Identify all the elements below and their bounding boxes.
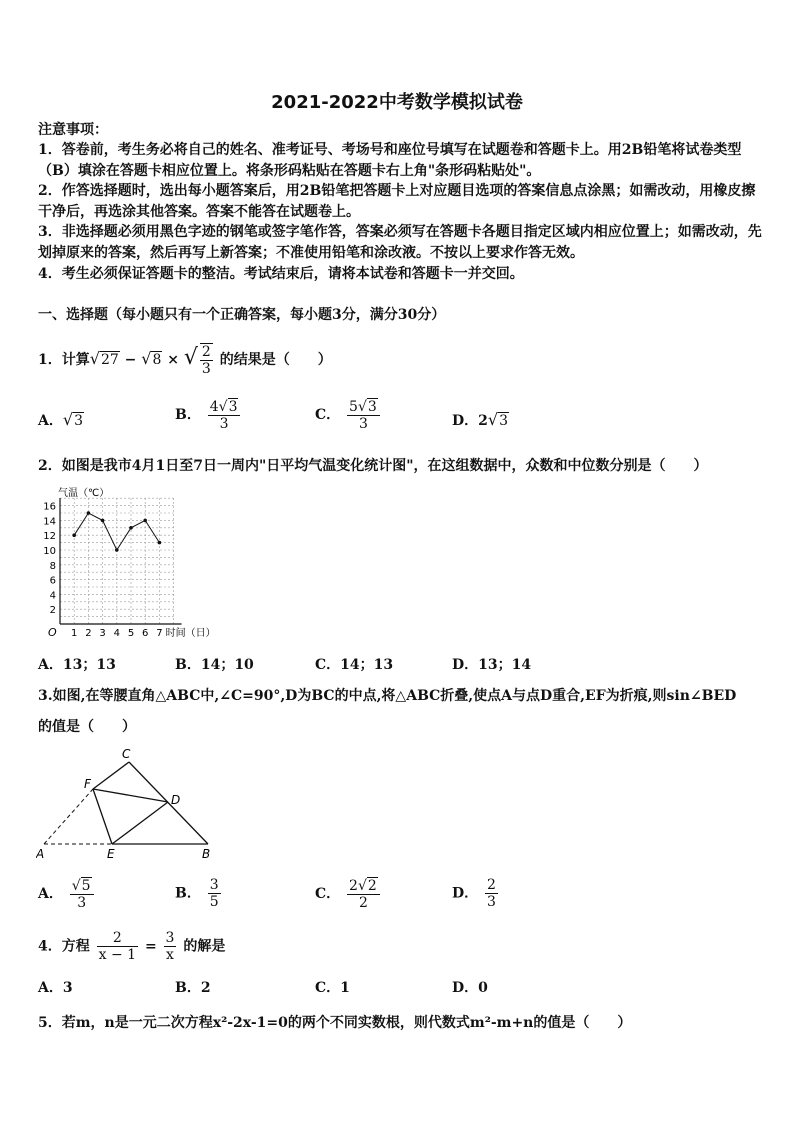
q3-option-c[interactable]: C． $\frac{2√2}{2}$ (315, 877, 382, 911)
segment-bc (129, 762, 208, 844)
q4-equals: = (144, 938, 157, 955)
option-label: B． (175, 885, 201, 902)
q1-option-b[interactable]: B． $\frac{4√3}{3}$ (175, 398, 242, 432)
label-f: F (84, 777, 91, 791)
notice-line: 划掉原来的答案，然后再写上新答案；不准使用铅笔和涂改液。不按以上要求作答无效。 (38, 245, 584, 261)
option-label: D．2 (452, 413, 488, 429)
q1-frac-num: 2 (201, 344, 211, 360)
chart-data-point (143, 519, 147, 523)
chart-data-point (72, 533, 76, 537)
q1-prefix: 1．计算 (38, 352, 90, 368)
option-radicand: 3 (228, 399, 238, 415)
chart-grid (60, 498, 174, 624)
option-den: 3 (77, 895, 87, 911)
q4-option-c[interactable]: C．1 (315, 980, 350, 996)
q1-times: × (167, 352, 179, 368)
temperature-line-chart (38, 484, 233, 644)
question-2: 2．如图是我市4月1日至7日一周内"日平均气温变化统计图"，在这组数据中，众数和中位数分别是（ ） (38, 458, 708, 474)
chart-y-tick-label: 8 (49, 560, 56, 572)
chart-x-tick-label: 3 (99, 628, 106, 639)
chart-x-tick-label: 1 (71, 628, 78, 639)
q4-frac-den: x (166, 947, 174, 963)
chart-data-point (115, 548, 119, 552)
option-den: 3 (358, 416, 368, 432)
option-num: 2 (487, 877, 496, 893)
chart-data-point (101, 519, 105, 523)
chart-data-point (87, 511, 91, 515)
question-3-line1: 3.如图,在等腰直角△ABC中,∠C=90°,D为BC的中点,将△ABC折叠,使点A与点D重合,EF为折痕,则sin∠BED (38, 688, 737, 704)
q1-option-a[interactable]: A．√3 (38, 410, 83, 429)
option-radicand: 3 (74, 413, 83, 429)
chart-data-point (129, 526, 133, 530)
q2-option-d[interactable]: D．13；14 (452, 657, 532, 673)
notice-line: （B）填涂在答题卡相应位置上。将条形码粘贴在答题卡右上角"条形码粘贴处"。 (38, 163, 541, 179)
label-c: C (122, 747, 131, 761)
chart-y-tick-label: 10 (43, 546, 56, 557)
q4-frac-num: 3 (165, 930, 175, 946)
question-5: 5．若m，n是一元二次方程x²-2x-1=0的两个不同实数根，则代数式m²-m+n的值是（ ） (38, 1015, 632, 1031)
label-e: E (107, 847, 115, 861)
option-radicand: 2 (367, 878, 377, 894)
chart-data-point (158, 541, 162, 545)
option-den: 3 (487, 894, 496, 910)
option-label: A． (38, 413, 63, 429)
q4-frac-num: 2 (97, 930, 138, 947)
question-3-line2: 的值是（ ） (38, 719, 136, 735)
option-radicand: 5 (81, 878, 91, 894)
option-radicand: 3 (367, 399, 377, 415)
q2-option-b[interactable]: B．14；10 (175, 657, 254, 673)
chart-x-tick-label: 4 (113, 628, 120, 639)
q3-option-d[interactable] (452, 877, 500, 910)
chart-y-title: 气温（℃） (58, 488, 110, 499)
segment-ed (112, 802, 168, 844)
notice-line: 3．非选择题必须用黑色字迹的钢笔或签字笔作答，答案必须写在答题卡各题目指定区域内相应位置上；如需改动，先 (38, 224, 762, 240)
q1-radicand: 27 (100, 352, 119, 368)
segment-fe (93, 789, 112, 844)
notice-heading: 注意事项： (38, 122, 108, 138)
notice-line: 1．答卷前，考生务必将自己的姓名、准考证号、考场号和座位号填写在试题卷和答题卡上。用2B铅笔将试卷类型 (38, 142, 742, 158)
question-4 (38, 930, 225, 963)
q1-suffix: 的结果是（ ） (219, 352, 332, 368)
q1-option-c[interactable]: C． $\frac{5√3}{3}$ (315, 398, 382, 432)
q4-option-b[interactable]: B．2 (175, 980, 211, 996)
chart-y-tick-label: 12 (43, 531, 56, 543)
q2-option-a[interactable]: A．13；13 (38, 657, 116, 673)
option-label: C． (315, 407, 341, 423)
notice-line: 4．考生必须保证答题卡的整洁。考试结束后，请将本试卷和答题卡一并交回。 (38, 266, 524, 282)
option-den: 3 (219, 416, 229, 432)
q4-option-d[interactable]: D．0 (452, 980, 488, 996)
chart-y-tick-label: 4 (49, 590, 56, 602)
label-b: B (202, 847, 211, 861)
chart-y-tick-label: 6 (49, 575, 56, 587)
chart-origin-label: O (48, 626, 57, 639)
chart-y-tick-label: 16 (43, 501, 56, 513)
option-coef: 4 (209, 399, 219, 415)
chart-axes (48, 487, 216, 639)
triangle-fold-diagram (36, 744, 212, 864)
q1-radicand: 8 (152, 352, 162, 368)
option-coef: 2 (349, 878, 358, 894)
chart-x-tick-label: 6 (142, 628, 149, 639)
q3-option-b[interactable] (175, 877, 223, 910)
option-label: C． (315, 886, 341, 902)
option-den: 5 (209, 894, 219, 910)
option-num: 3 (209, 877, 219, 893)
option-radicand: 3 (499, 413, 509, 429)
option-den: 2 (358, 895, 368, 911)
q4-option-a[interactable]: A．3 (38, 980, 73, 996)
q1-minus: − (124, 352, 137, 368)
label-d: D (171, 793, 181, 807)
option-label: D． (452, 885, 479, 902)
option-label: B． (175, 407, 201, 423)
chart-y-tick-label: 14 (43, 516, 56, 528)
segment-af-dashed (44, 789, 93, 844)
q4-suffix: 的解是 (183, 938, 226, 955)
option-label: A． (38, 886, 63, 902)
chart-y-tick-label: 2 (49, 605, 56, 617)
q1-frac-den: 3 (201, 361, 211, 377)
label-a: A (36, 847, 45, 861)
q1-option-d[interactable]: D．2√3 (452, 410, 509, 429)
page-title: 2021-2022中考数学模拟试卷 (271, 92, 523, 113)
question-1: 1．计算√27 − √8 × √ $\frac{2}{3}$ 的结果是（ ） (38, 344, 332, 377)
option-coef: 5 (349, 399, 358, 415)
q3-option-a[interactable]: A． $\frac{√5}{3}$ (38, 877, 96, 911)
section-heading: 一、选择题（每小题只有一个正确答案，每小题3分，满分30分） (38, 307, 446, 323)
chart-x-title: 时间（日） (165, 628, 216, 639)
chart-x-tick-label: 5 (127, 628, 135, 639)
q2-option-c[interactable]: C．14；13 (315, 657, 394, 673)
notice-line: 干净后，再选涂其他答案。答案不能答在试题卷上。 (38, 204, 360, 220)
q4-frac-den: x − 1 (98, 947, 137, 963)
chart-x-tick-label: 2 (85, 628, 92, 639)
q4-prefix: 4．方程 (38, 938, 90, 955)
segment-cf (93, 762, 129, 789)
chart-x-tick-label: 7 (156, 628, 163, 639)
notice-line: 2．作答选择题时，选出每小题答案后，用2B铅笔把答题卡上对应题目选项的答案信息点涂黑；如需改动，用橡皮擦 (38, 183, 756, 199)
